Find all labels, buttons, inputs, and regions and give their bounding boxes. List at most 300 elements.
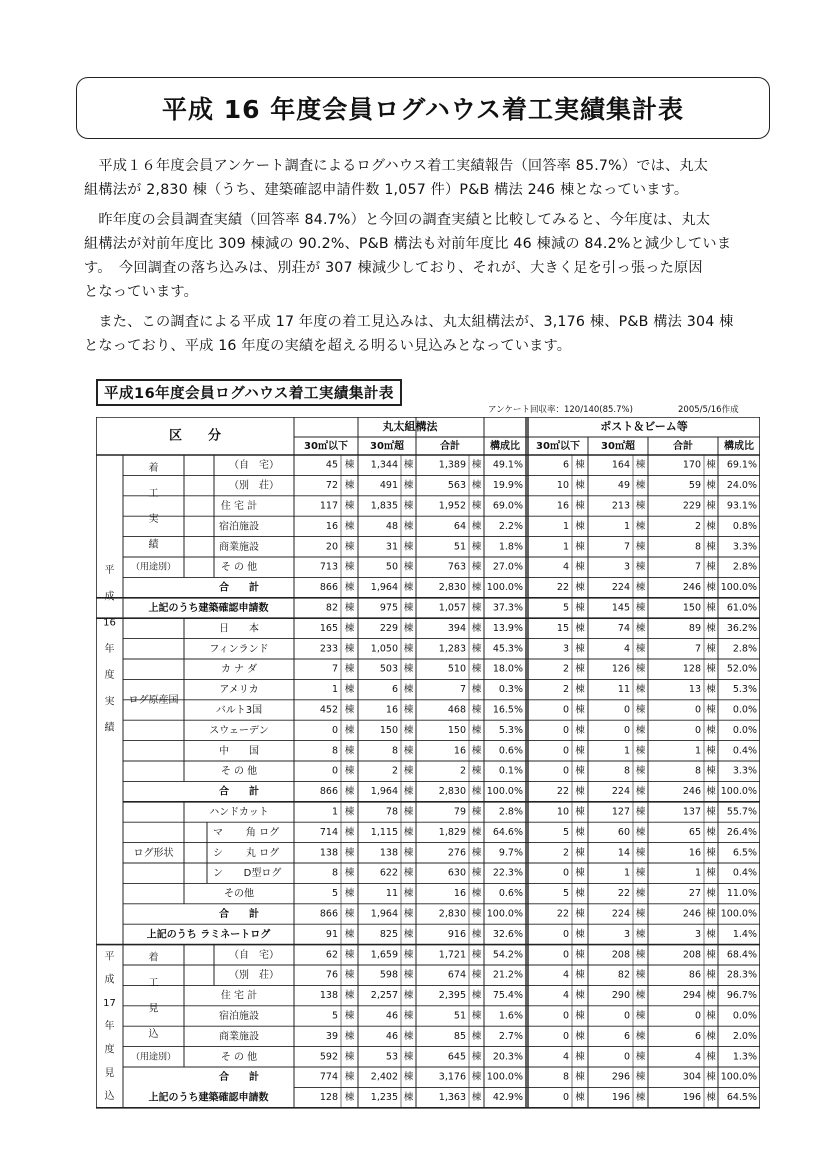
cell-value: 246	[682, 786, 701, 798]
unit-mark: 棟	[635, 684, 646, 696]
unit-mark: 棟	[471, 1010, 482, 1022]
unit-mark: 棟	[403, 684, 414, 696]
cell-value: 1,363	[438, 1092, 466, 1104]
cell-value: 4	[562, 561, 569, 573]
chakko-label: 績	[148, 539, 159, 551]
cell-value: 1	[562, 520, 569, 532]
unit-mark: 棟	[403, 867, 414, 879]
cell-value: 224	[611, 908, 630, 920]
cell-value: 85	[453, 1030, 466, 1042]
unit-mark: 棟	[344, 949, 355, 961]
cell-value: 0.3%	[498, 684, 523, 696]
cell-value: 7	[459, 684, 466, 696]
cell-value: 714	[319, 826, 338, 838]
unit-mark: 棟	[706, 928, 716, 940]
unit-mark: 棟	[403, 1010, 414, 1022]
cell-value: 276	[447, 847, 466, 859]
unit-mark: 棟	[471, 806, 482, 818]
cell-value: 196	[611, 1092, 630, 1104]
cell-value: 8	[694, 541, 701, 553]
unit-mark: 棟	[403, 582, 414, 594]
unit-mark: 棟	[344, 1010, 355, 1022]
cell-value: 9.7%	[498, 847, 523, 859]
cell-value: 3.3%	[732, 541, 757, 553]
header-kubun: 区 分	[168, 428, 222, 444]
section-label-2005: 平	[104, 951, 115, 963]
unit-mark: 棟	[471, 663, 482, 675]
unit-mark: 棟	[471, 541, 482, 553]
cell-value: 5.3%	[732, 684, 757, 696]
unit-mark: 棟	[344, 786, 355, 798]
unit-mark: 棟	[344, 663, 355, 675]
cell-value: 6	[694, 1030, 701, 1042]
cell-value: 2.0%	[732, 1030, 757, 1042]
cell-value: 64.5%	[726, 1092, 757, 1104]
unit-mark: 棟	[706, 1010, 716, 1022]
cell-value: 100.0%	[720, 582, 757, 594]
row-label: （自 宅）	[229, 949, 279, 961]
unit-mark: 棟	[635, 745, 646, 757]
cell-value: 53	[385, 1051, 398, 1063]
cell-value: 2	[562, 847, 569, 859]
unit-mark: 棟	[344, 602, 355, 614]
unit-mark: 棟	[344, 765, 355, 777]
unit-mark: 棟	[403, 949, 414, 961]
cell-value: 866	[319, 908, 338, 920]
cell-value: 22	[617, 888, 630, 900]
cell-value: 0	[623, 1010, 630, 1022]
cell-value: 0	[694, 1010, 701, 1022]
unit-mark: 棟	[403, 1071, 414, 1083]
unit-mark: 棟	[403, 765, 414, 777]
paragraph-line: す。 今回調査の落ち込みは、別荘が 307 棟減少しており、それが、大きく足を引っ張った原因	[84, 260, 703, 276]
cell-value: 452	[319, 704, 338, 716]
unit-mark: 棟	[575, 908, 585, 920]
cell-value: 0	[562, 928, 569, 940]
unit-mark: 棟	[471, 908, 482, 920]
unit-mark: 棟	[344, 541, 355, 553]
unit-mark: 棟	[706, 602, 716, 614]
row-label: ハンドカット	[209, 807, 269, 818]
cell-value: 1,389	[438, 459, 466, 471]
cell-value: 0.0%	[732, 1010, 757, 1022]
unit-mark: 棟	[471, 480, 482, 492]
unit-mark: 棟	[706, 643, 716, 655]
cell-value: 165	[319, 622, 338, 634]
unit-mark: 棟	[575, 1071, 585, 1083]
cell-value: 117	[319, 500, 338, 512]
row-label: 中 国	[219, 745, 259, 757]
cell-value: 713	[319, 561, 338, 573]
cell-value: 32.6%	[492, 928, 523, 940]
row-label: スウェーデン	[209, 725, 269, 737]
cell-value: 86	[688, 969, 701, 981]
cell-value: 0.4%	[732, 867, 757, 879]
unit-mark: 棟	[706, 582, 716, 594]
unit-mark: 棟	[575, 826, 585, 838]
cell-value: 0	[562, 1010, 569, 1022]
cell-value: 866	[319, 582, 338, 594]
row-label: 日 本	[219, 623, 259, 635]
section-label-2005: 成	[104, 974, 115, 986]
section-label-2004: 平	[104, 565, 115, 577]
unit-mark: 棟	[575, 602, 585, 614]
cell-value: 4	[694, 1051, 701, 1063]
cell-value: 16	[385, 704, 398, 716]
cell-value: 51	[453, 1010, 466, 1022]
cell-value: 0	[562, 765, 569, 777]
cell-value: 64	[453, 520, 466, 532]
cell-value: 65	[688, 826, 701, 838]
cell-value: 2.8%	[498, 806, 523, 818]
cell-value: 0	[331, 765, 338, 777]
cell-value: 0.8%	[732, 520, 757, 532]
section-label-2004: 績	[104, 722, 115, 734]
row-label: （自 宅）	[229, 460, 279, 472]
cell-value: 7	[694, 561, 701, 573]
cell-value: 304	[682, 1071, 701, 1083]
cell-value: 26.4%	[726, 826, 757, 838]
unit-mark: 棟	[344, 908, 355, 920]
unit-mark: 棟	[471, 928, 482, 940]
unit-mark: 棟	[575, 663, 585, 675]
row-label: 上記のうち ラミネートログ	[146, 929, 271, 941]
cell-value: 0.4%	[732, 745, 757, 757]
unit-mark: 棟	[471, 990, 482, 1002]
subheader-0: 30㎡以下	[304, 441, 348, 452]
unit-mark: 棟	[575, 459, 585, 471]
cell-value: 1	[623, 745, 630, 757]
cell-value: 0.1%	[498, 765, 523, 777]
cell-value: 1,050	[370, 643, 398, 655]
cell-value: 916	[447, 928, 466, 940]
unit-mark: 棟	[344, 704, 355, 716]
unit-mark: 棟	[575, 520, 585, 532]
cell-value: 31	[385, 541, 398, 553]
unit-mark: 棟	[344, 1071, 355, 1083]
cell-value: 0.6%	[498, 745, 523, 757]
unit-mark: 棟	[635, 520, 646, 532]
cell-value: 1,057	[438, 602, 466, 614]
cell-value: 563	[447, 480, 466, 492]
unit-mark: 棟	[344, 622, 355, 634]
unit-mark: 棟	[344, 643, 355, 655]
unit-mark: 棟	[471, 1092, 482, 1104]
cell-value: 11.0%	[726, 888, 757, 900]
unit-mark: 棟	[575, 867, 585, 879]
unit-mark: 棟	[575, 847, 585, 859]
unit-mark: 棟	[635, 704, 646, 716]
unit-mark: 棟	[344, 724, 355, 736]
cell-value: 82	[325, 602, 338, 614]
cell-value: 229	[682, 500, 701, 512]
cell-value: 5	[562, 888, 569, 900]
row-label: 宿泊施設	[219, 1011, 259, 1022]
cell-value: 0	[562, 1092, 569, 1104]
cell-value: 74	[617, 622, 630, 634]
created-date: 2005/5/16作成	[678, 405, 739, 415]
cell-value: 1.8%	[498, 541, 523, 553]
unit-mark: 棟	[471, 969, 482, 981]
cell-value: 0	[694, 704, 701, 716]
unit-mark: 棟	[706, 867, 716, 879]
chakko2-label: 工	[148, 977, 159, 989]
section-label-2004: 16	[103, 617, 116, 629]
cell-value: 20	[325, 541, 338, 553]
cell-value: 69.1%	[726, 459, 757, 471]
table-title: 平成16年度会員ログハウス着工実績集計表	[96, 379, 402, 406]
subheader-2: 合計	[440, 441, 460, 452]
unit-mark: 棟	[706, 1051, 716, 1063]
unit-mark: 棟	[344, 1051, 355, 1063]
cell-value: 213	[611, 500, 630, 512]
unit-mark: 棟	[344, 684, 355, 696]
unit-mark: 棟	[471, 867, 482, 879]
cell-value: 69.0%	[492, 500, 523, 512]
unit-mark: 棟	[575, 969, 585, 981]
cell-value: 3	[694, 928, 701, 940]
cell-value: 4	[562, 1051, 569, 1063]
unit-mark: 棟	[575, 480, 585, 492]
cell-value: 100.0%	[720, 908, 757, 920]
subheader-1: 30㎡超	[370, 441, 404, 452]
unit-mark: 棟	[403, 561, 414, 573]
cell-value: 6.5%	[732, 847, 757, 859]
cell-value: 7	[694, 643, 701, 655]
cell-value: 2,830	[438, 908, 466, 920]
unit-mark: 棟	[344, 867, 355, 879]
unit-mark: 棟	[471, 582, 482, 594]
cell-value: 45.3%	[492, 643, 523, 655]
row-label: 商業施設	[219, 1031, 259, 1043]
unit-mark: 棟	[635, 541, 646, 553]
unit-mark: 棟	[575, 561, 585, 573]
cell-value: 11	[617, 684, 630, 696]
header-group-log: 丸太組構法	[382, 420, 438, 433]
row-label: 合 計	[219, 1072, 259, 1084]
cell-value: 510	[447, 663, 466, 675]
unit-mark: 棟	[471, 949, 482, 961]
cell-value: 68.4%	[726, 949, 757, 961]
unit-mark: 棟	[403, 724, 414, 736]
row-label: 住 宅 計	[220, 501, 258, 512]
unit-mark: 棟	[635, 724, 646, 736]
machine-label: シ	[213, 847, 223, 859]
unit-mark: 棟	[706, 969, 716, 981]
response-rate: アンケート回収率：120/140(85.7%)	[488, 405, 633, 415]
unit-mark: 棟	[706, 520, 716, 532]
unit-mark: 棟	[403, 1030, 414, 1042]
section-label-2005: 17	[103, 997, 116, 1009]
cell-value: 60	[617, 826, 630, 838]
row-label: D型ログ	[243, 868, 282, 880]
chakko-label: （用途別）	[130, 562, 177, 573]
cell-value: 51	[453, 541, 466, 553]
cell-value: 36.2%	[726, 622, 757, 634]
unit-mark: 棟	[635, 459, 646, 471]
cell-value: 1	[694, 745, 701, 757]
subheader-7: 構成比	[724, 441, 754, 452]
unit-mark: 棟	[706, 704, 716, 716]
shape-label: ログ形状	[133, 847, 174, 859]
cell-value: 46	[385, 1030, 398, 1042]
row-label: 宿泊施設	[219, 521, 259, 533]
cell-value: 0	[562, 745, 569, 757]
unit-mark: 棟	[344, 1092, 355, 1104]
cell-value: 468	[447, 704, 466, 716]
cell-value: 7	[623, 541, 630, 553]
unit-mark: 棟	[403, 908, 414, 920]
unit-mark: 棟	[403, 480, 414, 492]
cell-value: 1	[623, 867, 630, 879]
unit-mark: 棟	[635, 847, 646, 859]
header-group-pb: ポスト＆ビーム等	[600, 420, 688, 433]
cell-value: 20.3%	[492, 1051, 523, 1063]
cell-value: 246	[682, 908, 701, 920]
cell-value: 19.9%	[492, 480, 523, 492]
unit-mark: 棟	[706, 459, 716, 471]
cell-value: 296	[611, 1071, 630, 1083]
subheader-4: 30㎡以下	[536, 441, 580, 452]
row-label: 合 計	[219, 786, 259, 798]
cell-value: 290	[611, 990, 630, 1002]
unit-mark: 棟	[575, 786, 585, 798]
cell-value: 1,721	[438, 949, 466, 961]
unit-mark: 棟	[635, 602, 646, 614]
cell-value: 100.0%	[486, 582, 523, 594]
cell-value: 1,659	[370, 949, 398, 961]
cell-value: 196	[682, 1092, 701, 1104]
unit-mark: 棟	[403, 806, 414, 818]
cell-value: 8	[331, 867, 338, 879]
unit-mark: 棟	[575, 1010, 585, 1022]
cell-value: 2,257	[370, 990, 398, 1002]
cell-value: 127	[611, 806, 630, 818]
cell-value: 22	[556, 908, 569, 920]
unit-mark: 棟	[575, 745, 585, 757]
unit-mark: 棟	[575, 765, 585, 777]
unit-mark: 棟	[344, 888, 355, 900]
cell-value: 2,830	[438, 786, 466, 798]
row-label: カ ナ ダ	[220, 664, 258, 676]
cell-value: 229	[379, 622, 398, 634]
unit-mark: 棟	[706, 541, 716, 553]
cell-value: 4	[623, 643, 630, 655]
cell-value: 3	[623, 928, 630, 940]
unit-mark: 棟	[706, 888, 716, 900]
cell-value: 16	[556, 500, 569, 512]
cell-value: 27	[688, 888, 701, 900]
unit-mark: 棟	[344, 520, 355, 532]
unit-mark: 棟	[575, 500, 585, 512]
unit-mark: 棟	[706, 745, 716, 757]
cell-value: 15	[556, 622, 569, 634]
cell-value: 13.9%	[492, 622, 523, 634]
cell-value: 208	[611, 949, 630, 961]
results-table	[96, 417, 760, 1109]
cell-value: 126	[611, 663, 630, 675]
unit-mark: 棟	[471, 826, 482, 838]
chakko2-label: 見	[148, 1003, 159, 1015]
unit-mark: 棟	[706, 1030, 716, 1042]
cell-value: 10	[556, 480, 569, 492]
paragraph-line: 平成１６年度会員アンケート調査によるログハウス着工実績報告（回答率 85.7%）では、丸太	[84, 158, 709, 174]
unit-mark: 棟	[403, 663, 414, 675]
unit-mark: 棟	[344, 500, 355, 512]
unit-mark: 棟	[575, 806, 585, 818]
unit-mark: 棟	[403, 1092, 414, 1104]
cell-value: 14	[617, 847, 630, 859]
unit-mark: 棟	[344, 806, 355, 818]
cell-value: 224	[611, 786, 630, 798]
chakko2-label: （用途別）	[130, 1052, 177, 1063]
cell-value: 975	[379, 602, 398, 614]
cell-value: 145	[611, 602, 630, 614]
cell-value: 1,952	[438, 500, 466, 512]
section-label-2004: 度	[104, 670, 115, 682]
cell-value: 42.9%	[492, 1092, 523, 1104]
cell-value: 6	[623, 1030, 630, 1042]
chakko-label: 着	[148, 462, 159, 474]
unit-mark: 棟	[344, 480, 355, 492]
cell-value: 37.3%	[492, 602, 523, 614]
cell-value: 7	[331, 663, 338, 675]
cell-value: 4	[562, 990, 569, 1002]
cell-value: 208	[682, 949, 701, 961]
cell-value: 8	[694, 765, 701, 777]
paragraph-line: 昨年度の会員調査実績（回答率 84.7%）と今回の調査実績と比較してみると、今年度は、丸太	[84, 212, 711, 228]
unit-mark: 棟	[471, 1051, 482, 1063]
machine-label: ン	[213, 868, 223, 880]
cell-value: 100.0%	[486, 1071, 523, 1083]
unit-mark: 棟	[706, 826, 716, 838]
unit-mark: 棟	[344, 969, 355, 981]
cell-value: 233	[319, 643, 338, 655]
unit-mark: 棟	[403, 969, 414, 981]
unit-mark: 棟	[635, 765, 646, 777]
unit-mark: 棟	[344, 990, 355, 1002]
cell-value: 138	[379, 847, 398, 859]
cell-value: 1.6%	[498, 1010, 523, 1022]
unit-mark: 棟	[403, 745, 414, 757]
cell-value: 170	[682, 459, 701, 471]
unit-mark: 棟	[635, 806, 646, 818]
unit-mark: 棟	[706, 949, 716, 961]
cell-value: 592	[319, 1051, 338, 1063]
cell-value: 622	[379, 867, 398, 879]
cell-value: 3	[562, 643, 569, 655]
unit-mark: 棟	[706, 1092, 716, 1104]
cell-value: 2.8%	[732, 561, 757, 573]
unit-mark: 棟	[635, 663, 646, 675]
unit-mark: 棟	[575, 888, 585, 900]
cell-value: 16	[688, 847, 701, 859]
cell-value: 93.1%	[726, 500, 757, 512]
unit-mark: 棟	[471, 724, 482, 736]
cell-value: 150	[447, 724, 466, 736]
cell-value: 394	[447, 622, 466, 634]
paragraph-line: 組構法が 2,830 棟（うち、建築確認申請件数 1,057 件）P&B 構法 246 棟となっています。	[84, 182, 689, 198]
unit-mark: 棟	[471, 704, 482, 716]
row-label: アメリカ	[219, 684, 259, 696]
unit-mark: 棟	[635, 786, 646, 798]
cell-value: 138	[319, 990, 338, 1002]
row-label: （別 荘）	[229, 480, 279, 492]
unit-mark: 棟	[706, 990, 716, 1002]
cell-value: 75.4%	[492, 990, 523, 1002]
unit-mark: 棟	[635, 1092, 646, 1104]
unit-mark: 棟	[403, 541, 414, 553]
